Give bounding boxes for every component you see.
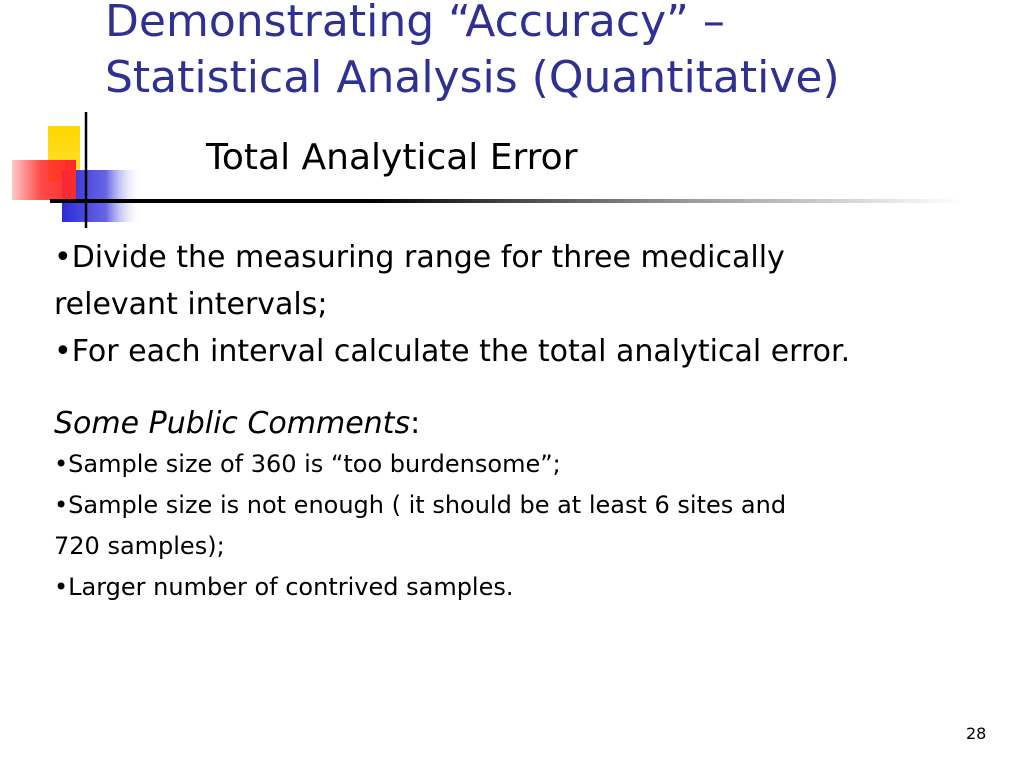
comment-item-contrived: [54, 567, 984, 608]
bullet-total-error-line1: •For each interval calculate the total analytical error.: [54, 334, 851, 369]
comments-heading-text: Some Public Comments: [54, 406, 411, 441]
bullet-item-intervals: [54, 234, 984, 328]
bullet-item-total-error: [54, 328, 984, 375]
comment-not-enough-line1: •Sample size is not enough ( it should be at least 6 sites and: [54, 491, 787, 519]
slide-body: [54, 234, 984, 608]
bullet-intervals-line2: relevant intervals;: [54, 287, 328, 322]
logo-red-square: [12, 160, 76, 200]
comments-heading: [54, 404, 984, 444]
page-number: 28: [966, 724, 987, 743]
comments-heading-colon: :: [410, 406, 421, 441]
comment-item-not-enough: [54, 485, 984, 567]
slide-title-line2: Statistical Analysis (Quantitative): [105, 52, 840, 103]
slide-title-line1: Demonstrating “Accuracy” –: [105, 0, 725, 47]
comment-contrived-line1: •Larger number of contrived samples.: [54, 573, 514, 601]
comment-not-enough-line2: 720 samples);: [54, 532, 225, 560]
decorative-squares-logo: [0, 110, 150, 230]
slide-subtitle: Total Analytical Error: [206, 137, 578, 178]
bullet-intervals-line1: •Divide the measuring range for three medically: [54, 240, 785, 275]
title-divider: [50, 199, 960, 203]
slide-title: [105, 0, 840, 106]
comment-burdensome-line1: •Sample size of 360 is “too burdensome”;: [54, 450, 561, 478]
comment-item-burdensome: [54, 444, 984, 485]
